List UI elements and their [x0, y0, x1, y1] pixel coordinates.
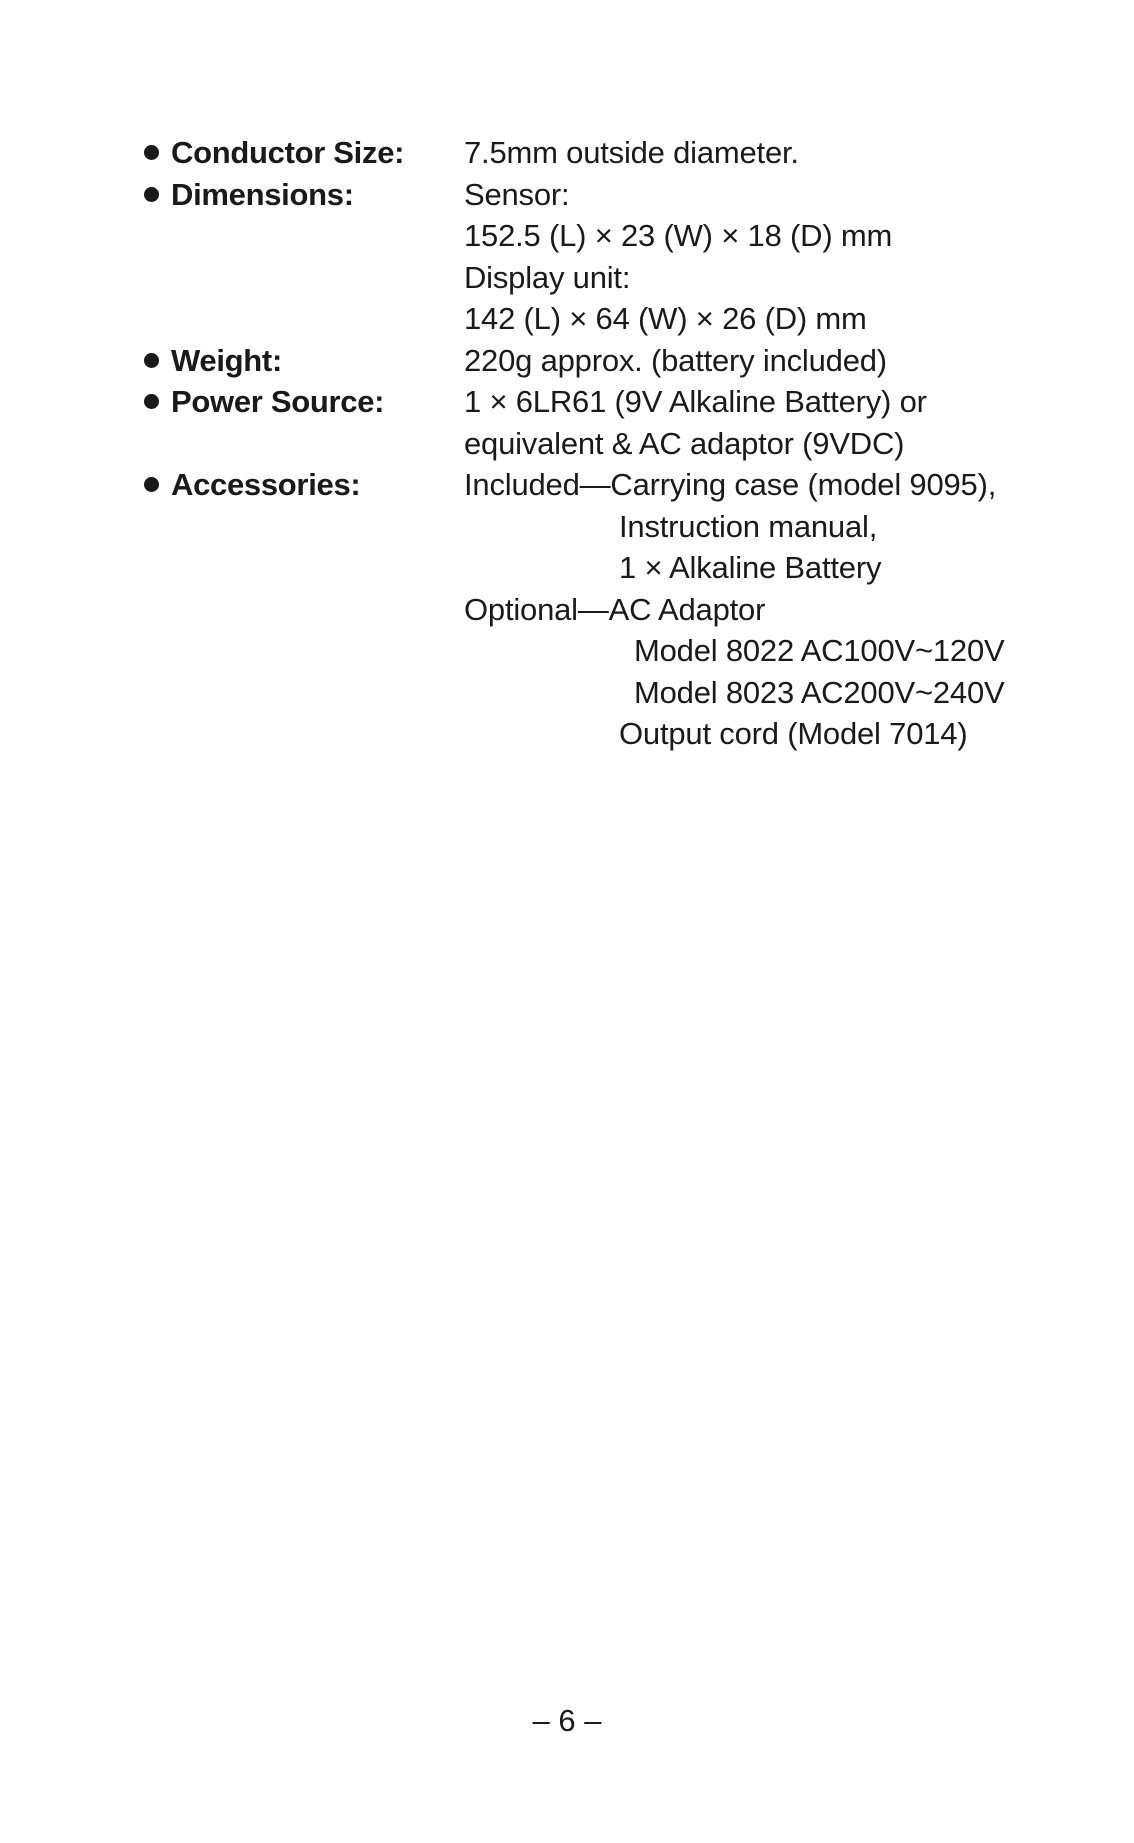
bullet-icon [144, 394, 159, 409]
spec-values [464, 132, 1084, 174]
spec-term: Dimensions: [171, 176, 354, 212]
page-number: – 6 – [532, 1703, 602, 1738]
spec-value-line: Instruction manual, [619, 508, 878, 544]
spec-value-line: 220g approx. (battery included) [464, 342, 887, 378]
spec-value-line: Optional—AC Adaptor [464, 591, 766, 627]
spec-term: Weight: [171, 342, 282, 378]
bullet-icon [144, 145, 159, 160]
spec-term: Power Source: [171, 384, 385, 419]
spec-value-line: 1 × Alkaline Battery [619, 550, 882, 585]
spec-value-line: 1 × 6LR61 (9V Alkaline Battery) or [464, 384, 927, 419]
spec-term: Conductor Size: [171, 135, 405, 170]
spec-values [464, 174, 1084, 340]
spec-value-line: Included—Carrying case (model 9095), [464, 467, 997, 502]
spec-value-line: Sensor: [464, 176, 570, 212]
bullet-icon [144, 477, 159, 492]
spec-term: Accessories: [171, 467, 361, 502]
spec-value-line: 142 (L) × 64 (W) × 26 (D) mm [464, 301, 867, 336]
spec-values [464, 381, 1084, 464]
bullet-icon [144, 187, 159, 202]
spec-value-line: equivalent & AC adaptor (9VDC) [464, 425, 905, 461]
specification-list [144, 132, 1084, 755]
spec-weight [144, 340, 1084, 382]
spec-values [464, 464, 1084, 755]
spec-power-source [144, 381, 1084, 464]
spec-accessories [144, 464, 1084, 755]
spec-value-line: Display unit: [464, 259, 631, 295]
spec-value-line: 7.5mm outside diameter. [464, 135, 799, 170]
spec-value-line: 152.5 (L) × 23 (W) × 18 (D) mm [464, 218, 893, 253]
bullet-icon [144, 353, 159, 368]
spec-conductor-size [144, 132, 1084, 174]
spec-value-line: Model 8022 AC100V~120V [634, 633, 1005, 668]
spec-dimensions [144, 174, 1084, 340]
spec-value-line: Output cord (Model 7014) [619, 716, 968, 751]
spec-value-line: Model 8023 AC200V~240V [634, 674, 1005, 710]
spec-values [464, 340, 1084, 382]
